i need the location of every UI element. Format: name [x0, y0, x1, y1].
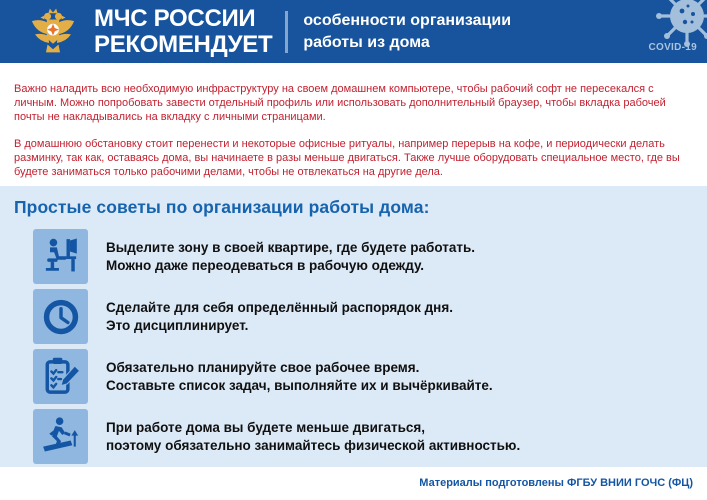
- checklist-icon: [33, 349, 88, 404]
- intro-paragraph-2: В домашнюю обстановку стоит перенести и некоторые офисные ритуалы, например перерыв на кофе, и периодически делать разминку, так как, оставаясь дома, вы начинаете в разы меньше двигаться. Также лучше оборудовать специальное место, где вы будете заниматься только рабочими делами, чтобы не отвлекаться на другие дела.: [14, 138, 680, 178]
- tip-line2: Это дисциплинирует.: [106, 317, 249, 333]
- list-item: [14, 289, 693, 344]
- credit-text: Материалы подготовлены ФГБУ ВНИИ ГОЧС (ФЦ): [419, 477, 693, 489]
- tip-line1: При работе дома вы будете меньше двигаться,: [106, 419, 426, 435]
- person-at-desk-icon: [33, 229, 88, 284]
- brand-line1: МЧС РОССИИ: [94, 5, 256, 33]
- brand-title: [94, 6, 272, 57]
- intro-paragraph-1: Важно наладить всю необходимую инфраструктуру на своем домашнем компьютере, чтобы рабочий софт не пересекался с личным. Можно попробовать завести отдельный профиль или использовать дополнительный браузер, чтобы вкладка рабочей почты не накладывались на вкладку с личными страницами.: [14, 83, 666, 123]
- page-title-line1: особенности организации: [303, 11, 512, 29]
- header-divider: [285, 11, 288, 53]
- covid-badge: [617, 0, 707, 63]
- tip-line1: Обязательно планируйте свое рабочее время.: [106, 359, 420, 375]
- list-item: [14, 409, 693, 464]
- list-item: [14, 349, 693, 404]
- tip-line2: Составьте список задач, выполняйте их и вычёркивайте.: [106, 377, 493, 393]
- tip-line2: поэтому обязательно занимайтесь физической активностью.: [106, 437, 521, 453]
- tip-text: [106, 359, 493, 394]
- tips-section: [0, 186, 707, 467]
- intro-section: [0, 63, 707, 186]
- tip-text: [106, 239, 475, 274]
- clock-icon: [33, 289, 88, 344]
- tip-text: [106, 419, 520, 454]
- tip-line1: Выделите зону в своей квартире, где будете работать.: [106, 239, 476, 255]
- tip-text: [106, 299, 453, 334]
- covid-label: COVID-19: [648, 42, 697, 53]
- brand-line2: РЕКОМЕНДУЕТ: [94, 30, 273, 58]
- page-title: [303, 10, 511, 53]
- tips-heading: Простые советы по организации работы дома:: [14, 197, 430, 217]
- tip-line2: Можно даже переодеваться в рабочую одежду.: [106, 257, 425, 273]
- page-title-line2: работы из дома: [303, 33, 430, 51]
- tip-line1: Сделайте для себя определённый распорядок дня.: [106, 299, 453, 315]
- list-item: [14, 229, 693, 284]
- footer: [0, 467, 707, 500]
- mchs-emblem-icon: [28, 5, 78, 59]
- header: [0, 0, 707, 63]
- virus-icon: [655, 0, 707, 48]
- treadmill-icon: [33, 409, 88, 464]
